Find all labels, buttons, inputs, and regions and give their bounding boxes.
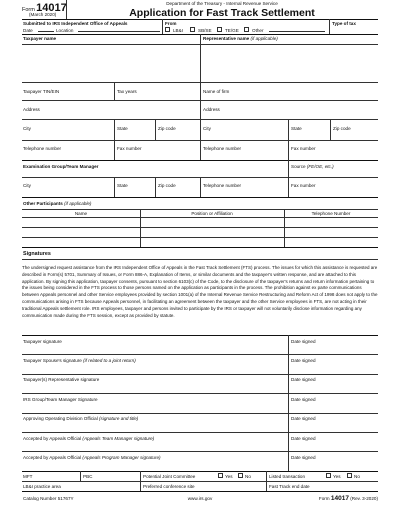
footer-form-label: Form: [318, 495, 330, 501]
taxpayer-name-label: Taxpayer name: [23, 35, 57, 41]
taxpayer-city-label: City: [23, 125, 31, 131]
date-signed-label: Date signed: [291, 416, 316, 422]
joint-committee-no-label: No: [245, 473, 251, 479]
catalog-number: Catalog Number 51767Y: [23, 496, 74, 501]
signature-label: Accepted by Appeals Official: [23, 454, 82, 460]
from-other-checkbox[interactable]: [244, 27, 249, 32]
taxpayer-tin-label: Taxpayer TIN/EIN: [23, 88, 60, 94]
date-signed-field[interactable]: [288, 402, 378, 412]
listed-transaction-label: Listed transaction: [269, 473, 306, 479]
date-field[interactable]: [38, 27, 54, 33]
tax-years-label: Tax years: [117, 88, 137, 94]
signature-label: IRS Group/Team Manager Signature: [23, 396, 98, 402]
exam-phone-label: Telephone number: [203, 183, 242, 188]
date-signed-label: Date signed: [291, 338, 316, 344]
listed-transaction-no-label: No: [354, 473, 360, 479]
participants-col-position: Position or Affiliation: [191, 211, 233, 216]
taxpayer-address-label: Address: [23, 106, 40, 112]
date-signed-field[interactable]: [288, 363, 378, 373]
form-title: Application for Fast Track Settlement: [129, 6, 315, 19]
participants-label: Other Participants: [23, 201, 63, 206]
signature-row-label: [23, 377, 99, 382]
form-page: [22, 0, 378, 518]
from-sbse-checkbox[interactable]: [190, 27, 195, 32]
source-note: (FE/OE, etc.): [306, 164, 334, 169]
taxpayer-zip-label: Zip code: [158, 125, 176, 131]
date-signed-label: Date signed: [291, 377, 316, 383]
signature-row-label: [23, 397, 98, 402]
signature-row-label: [23, 416, 138, 421]
form-revision: (March 2020): [29, 12, 57, 17]
signature-label: Accepted by Appeals Official: [23, 435, 82, 441]
pbc-label: PBC: [83, 473, 93, 479]
source-label: Source: [291, 164, 306, 169]
date-signed-field[interactable]: [288, 383, 378, 393]
signature-field[interactable]: [22, 422, 288, 432]
participants-col-phone: Telephone Number: [311, 211, 351, 216]
signature-row-label: [23, 455, 161, 460]
signature-note: (Appeals Program Manager signature): [82, 454, 161, 460]
participants-heading: [23, 201, 91, 206]
date-label: Date: [23, 27, 33, 33]
from-label: From: [165, 20, 177, 26]
date-signed-label: Date signed: [291, 357, 316, 363]
date-signed-label: Date signed: [291, 454, 316, 460]
signature-row-label: [23, 358, 136, 363]
from-tege-checkbox[interactable]: [217, 27, 222, 32]
from-tege-label: TE/GE: [225, 27, 239, 33]
rep-phone-label: Telephone number: [203, 146, 242, 151]
representative-name-label: Representative name: [203, 35, 250, 41]
representative-name-note: (if applicable): [250, 35, 278, 41]
mft-label: MFT: [23, 473, 33, 479]
footer-form-number: 14017: [330, 494, 349, 502]
taxpayer-state-label: State: [117, 125, 128, 131]
exam-state-label: State: [117, 183, 128, 188]
signature-field[interactable]: [22, 363, 288, 373]
date-signed-field[interactable]: [288, 422, 378, 432]
date-signed-field[interactable]: [288, 460, 378, 470]
signature-field[interactable]: [22, 460, 288, 470]
representative-name-heading: [203, 36, 278, 41]
form-label: Form: [22, 7, 35, 13]
signature-label: Taxpayer(s) Representative signature: [23, 377, 100, 383]
joint-committee-yes-checkbox[interactable]: [218, 473, 223, 478]
listed-transaction-yes-label: Yes: [333, 473, 341, 479]
signature-note: (if related to a joint return): [83, 357, 136, 363]
track-end-date-label: Fast Track end date: [269, 483, 310, 489]
from-lbi-checkbox[interactable]: [165, 27, 170, 32]
exam-group-label: Examination Group/Team Manager: [23, 164, 99, 169]
rep-address-label: Address: [203, 106, 220, 112]
date-signed-field[interactable]: [288, 441, 378, 451]
website: www.irs.gov: [187, 496, 213, 501]
from-other-label: Other: [252, 27, 264, 33]
listed-transaction-yes-checkbox[interactable]: [326, 473, 331, 478]
form-number: 14017: [36, 2, 67, 14]
signature-label: Taxpayer signature: [23, 338, 62, 344]
rep-state-label: State: [291, 125, 302, 131]
footer-revision: (Rev. 3-2020): [350, 495, 378, 501]
date-signed-label: Date signed: [291, 435, 316, 441]
signatures-heading: Signatures: [23, 251, 51, 257]
date-signed-field[interactable]: [288, 344, 378, 354]
signature-row-label: [23, 339, 62, 344]
listed-transaction-no-checkbox[interactable]: [347, 473, 352, 478]
agency-name: Department of the Treasury - Internal Revenue Service: [166, 1, 278, 6]
signature-field[interactable]: [22, 441, 288, 451]
signature-field[interactable]: [22, 402, 288, 412]
exam-fax-label: Fax number: [291, 183, 316, 188]
signature-label: Taxpayer Spouse's signature: [23, 357, 82, 363]
source-heading: [291, 164, 334, 169]
conference-site-label: Preferred conference site: [143, 483, 195, 489]
participant-row[interactable]: [22, 227, 378, 228]
signature-field[interactable]: [22, 383, 288, 393]
taxpayer-phone-label: Telephone number: [23, 146, 62, 151]
practice-area-label: LB&I practice area: [23, 483, 61, 489]
exam-city-label: City: [23, 183, 31, 188]
firm-name-label: Name of firm: [203, 88, 230, 94]
exam-zip-label: Zip code: [158, 183, 176, 188]
submitted-to-label: Submitted to IRS Independent Office of Appeals: [23, 20, 128, 26]
participants-note: (if applicable): [64, 201, 92, 206]
joint-committee-label: Potential Joint Committee: [143, 473, 196, 479]
type-of-tax-label: Type of tax: [332, 20, 356, 26]
from-sbse-label: SB/SE: [198, 27, 212, 33]
signatures-paragraph: The undersigned request assistance from the IRS Independent Office of Appeals in the Fast Track Settlement (FTS) process. The issues for which this assistance is requested are described in Form(s) 5701, Summary of Issues, or Form 886-A, Explanation of Items, or similar documents and the taxpayer's written response, and are attached to this application. By signing this application, taxpayer consents, pursuant to section 6103(c) of the Code, to the disclosure of the taxpayer's returns and return information pertaining to the issues being considered in the FTS process to those persons named on the application as participants in the process. The prohibition against ex parte communications between Appeals personnel and other Service employees provided by section 1001(a) of the Internal Revenue Service Restructuring and Reform Act of 1998 does not apply to the communications arising in FTS because Appeals personnel, in facilitating an agreement between the taxpayer and the other Service employees in FTS, are not acting in their traditional Appeals settlement role. IRS employees, taxpayer and persons invited to participate by the IRS or taxpayer will not voluntarily disclose information regarding any communication made during the FTS session, except as provided by statute.: [22, 265, 378, 318]
joint-committee-yes-label: Yes: [225, 473, 233, 479]
signature-note: (Appeals Team Manager signature): [82, 435, 155, 441]
rep-zip-label: Zip code: [333, 125, 351, 131]
from-other-field[interactable]: [269, 27, 325, 33]
signature-note: (signature and title): [99, 416, 139, 422]
footer-form-block: [319, 495, 378, 502]
participant-row[interactable]: [22, 237, 378, 238]
signature-label: Approving Operating Division Official: [23, 416, 98, 422]
rep-fax-label: Fax number: [291, 146, 316, 151]
location-field[interactable]: [78, 27, 160, 33]
rep-city-label: City: [203, 125, 211, 131]
from-lbi-label: LB&I: [173, 27, 183, 33]
joint-committee-no-checkbox[interactable]: [238, 473, 243, 478]
date-signed-label: Date signed: [291, 396, 316, 402]
signature-field[interactable]: [22, 344, 288, 354]
taxpayer-fax-label: Fax number: [117, 146, 142, 151]
signature-row-label: [23, 436, 154, 441]
participants-col-name: Name: [74, 211, 88, 216]
location-label: Location: [56, 27, 74, 33]
